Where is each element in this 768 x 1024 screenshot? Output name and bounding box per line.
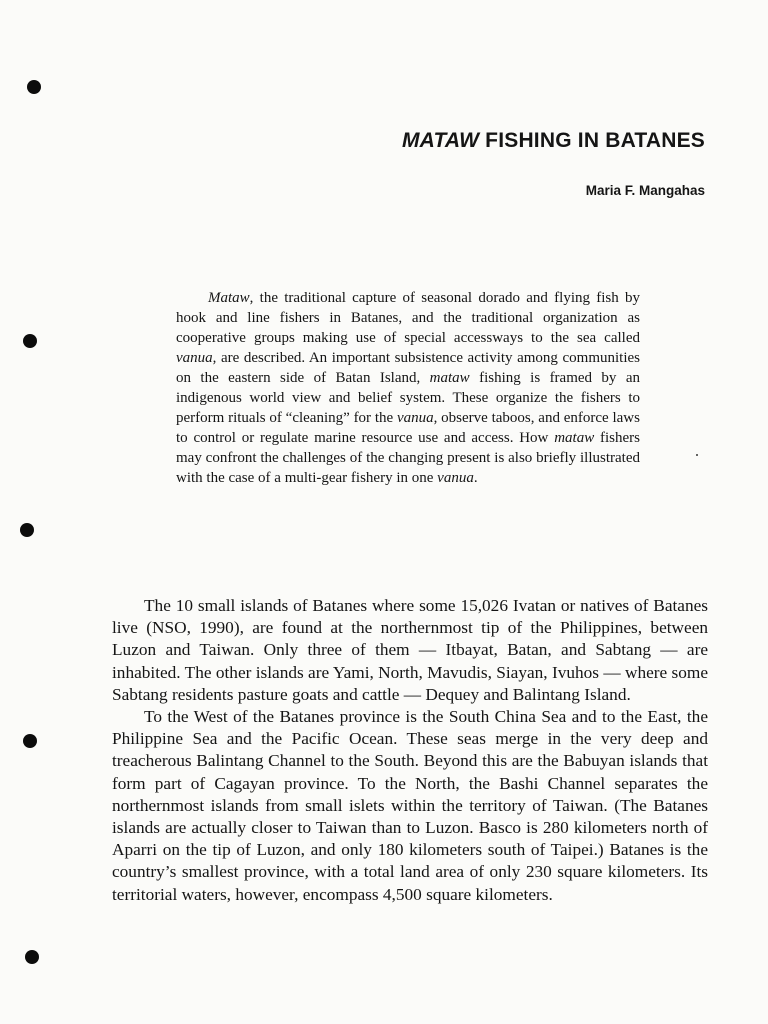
abstract-term: vanua — [396, 410, 434, 426]
binder-hole-2 — [23, 334, 37, 348]
abstract-text: , the traditional capture of seasonal dorado and flying fish by hook and line fishers in Batanes, and the traditional organization as cooperative groups making use of special accessways to the sea called — [176, 290, 640, 346]
abstract-term: mataw — [554, 430, 595, 446]
title-rest: FISHING IN BATANES — [479, 129, 705, 152]
body-paragraph-2: To the West of the Batanes province is the South China Sea and to the East, the Philippine Sea and the Pacific Ocean. These seas merge in the very deep and treacherous Balintang Channel to the South. Beyond this are the Babuyan islands that form part of Cagayan province. To the North, the Bashi Channel separates the northernmost islands from small islets within the territory of Taiwan. (The Batanes islands are actually closer to Taiwan than to Luzon. Basco is 280 kilometers north of Aparri on the tip of Luzon, and only 180 kilometers south of Taipei.) Batanes is the country’s smallest province, with a total land area of only 230 square kilometers. Its territorial waters, however, encompass 4,500 square kilometers. — [112, 707, 708, 904]
author-name: Maria F. Mangahas — [585, 183, 705, 198]
abstract-text: . — [473, 470, 478, 486]
article-title — [402, 129, 705, 153]
scan-speck — [696, 454, 698, 456]
abstract-term: vanua — [176, 350, 213, 366]
abstract-term: Mataw — [208, 290, 250, 306]
abstract-term: vanua — [437, 470, 474, 486]
binder-hole-1 — [27, 80, 41, 94]
abstract-text: , are described. An important subsistence activity among communities on the eastern side of Batan Island, — [176, 350, 640, 386]
body-text — [112, 595, 708, 906]
binder-hole-5 — [25, 950, 39, 964]
body-paragraph-1: The 10 small islands of Batanes where some 15,026 Ivatan or natives of Batanes live (NSO, 1990), are found at the northernmost tip of the Philippines, between Luzon and Taiwan. Only three of them — Itbayat, Batan, and Sabtang — are inhabited. The other islands are Yami, North, Mavudis, Siayan, Ivuhos — where some Sabtang residents pasture goats and cattle — Dequey and Balintang Island. — [112, 596, 708, 704]
abstract-text: , observe taboos, and enforce laws to control or regulate marine resource use and access. How — [176, 410, 640, 446]
abstract-text: fishers may confront the challenges of the changing present is also briefly illustrated with the case of a multi-gear fishery in one — [176, 430, 640, 486]
binder-hole-3 — [20, 523, 34, 537]
title-italic-part: MATAW — [401, 129, 480, 152]
binder-hole-4 — [23, 734, 37, 748]
abstract-term: mataw — [429, 370, 470, 386]
abstract-text: fishing is framed by an indigenous world view and belief system. These organize the fishers to perform rituals of “cleaning” for the — [176, 370, 640, 426]
abstract — [176, 288, 640, 488]
